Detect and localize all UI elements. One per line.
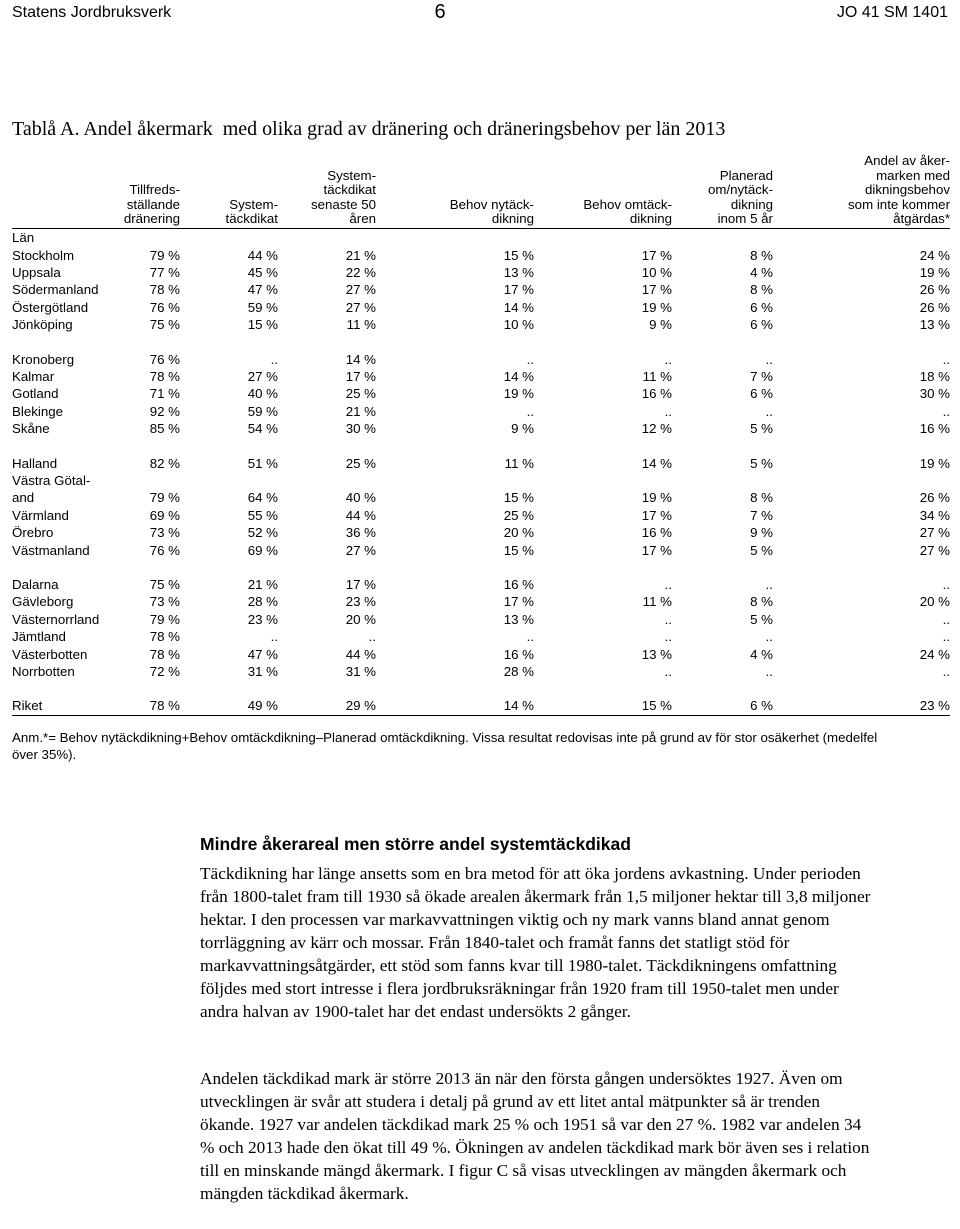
table-cell: .. [526,403,534,419]
table-cell: 28 % [503,664,534,680]
table-cell: .. [765,351,773,367]
table-row [12,611,950,628]
table-cell: 72 % [149,664,180,680]
table-cell: 27 % [345,282,376,298]
header-report-id: JO 41 SM 1401 [836,4,948,21]
table-cell: 5 % [750,542,773,558]
table-cell: .. [664,577,672,592]
spacer-cell [12,438,950,455]
table-cell: 15 % [503,490,534,506]
table-cell: 6 % [672,697,773,715]
table-note: Anm.*= Behov nytäckdikning+Behov omtäckdikning–Planerad omtäckdikning. Vissa resultat redovisas inte på grund av för stor osäkerhet (medelfel över 35%). [12,730,878,762]
body-paragraph: Andelen täckdikad mark är större 2013 än när den första gången undersöktes 1927. Även om utvecklingen är svår att studera i detalj på grund av ett litet antal mätpunkter så är trenden ökande. 1927 var andelen täckdikad mark 25 % och 1951 så var den 27 %. 1982 var andelen 34 % och 2013 hade den ökat till 49 %. Ökningen av andelen täckdikad mark bör även ses i relation till en minskande mängd åkermark. I figur C så visas utvecklingen av mängden åkermark och mängden täckdikad åkermark. [200,1069,870,1203]
table-cell: .. [270,629,278,645]
table-cell: 40 % [345,490,376,506]
table-cell: 8 % [750,247,773,263]
row-header-label: Län [12,229,35,245]
table-cell: 27 % [919,525,950,541]
group-spacer [12,438,950,455]
table-cell: 21 % [345,247,376,263]
table-cell: 27 % [247,368,278,384]
table-cell: 13 % [641,646,672,662]
column-header: Behov nytäck- dikning [376,154,534,228]
table-cell: .. [664,611,672,627]
table-cell: 19 % [641,490,672,506]
body-paragraph: Täckdikning har länge ansetts som en bra metod för att öka jordens avkastning. Under perioden från 1800-talet fram till 1930 så ökade arealen åkermark från 1,5 miljoner hektar till 3,8 miljoner hektar. I den processen var markavvattningen viktig och ny mark vanns bland annat genom torrläggning av kärr och mossar. Från 1840-talet och framåt fanns det statligt stöd för markavvattningsåtgärder, ett stöd som fanns kvar till 1980-talet. Täckdikningens omfattning följdes med stort intresse i flera jordbruksräkningar från 1920 fram till 1950-talet men under andra halvan av 1900-talet har det endast undersökts 2 gånger. [200,864,871,1021]
table-cell: 23 % [773,697,950,715]
table-cell: 47 % [247,646,278,662]
table-cell: 85 % [149,421,180,437]
table-row [12,299,950,316]
table-cell: 54 % [247,421,278,437]
table-cell: .. [765,629,773,645]
table-cell: 76 % [149,542,180,558]
column-header: Andel av åker- marken med dikningsbehov som inte kommer åtgärdas* [773,154,950,228]
table-cell: 16 % [503,577,534,592]
table-cell: 4 % [750,646,773,662]
table-row [12,420,950,437]
table-body [12,228,950,715]
county-name: Jönköping [12,317,73,333]
table-header-row [12,154,950,228]
table-cell: 8 % [750,282,773,298]
table-cell: 23 % [345,594,376,610]
table-cell: 8 % [750,490,773,506]
table-cell: 10 % [641,264,672,280]
table-cell: 44 % [345,646,376,662]
county-name: Dalarna [12,577,59,592]
table-cell: 6 % [750,299,773,315]
table-cell: 15 % [503,247,534,263]
table-row [12,385,950,402]
county-name: Skåne [12,421,50,437]
empty-cell [180,228,278,247]
spacer-cell [12,559,950,576]
table-cell: 5 % [750,455,773,471]
table-cell: .. [942,664,950,680]
table-cell: 18 % [919,368,950,384]
table-cell: .. [942,403,950,419]
table-cell: 47 % [247,282,278,298]
table-row [12,542,950,559]
group-spacer [12,334,950,351]
table-cell: 25 % [503,507,534,523]
table-row [12,507,950,524]
table-cell: .. [765,664,773,680]
table-cell: 76 % [149,351,180,367]
table-row [12,403,950,420]
table-row [12,316,950,333]
table-cell: 17 % [503,594,534,610]
table-cell: 30 % [919,386,950,402]
county-name: Riket [12,697,120,715]
table-cell: .. [664,351,672,367]
table-cell: 14 % [503,368,534,384]
table-cell: 5 % [750,421,773,437]
county-name: Örebro [12,525,54,541]
header-organization: Statens Jordbruksverk [12,4,172,21]
row-header-row [12,228,950,247]
table-cell: 15 % [247,317,278,333]
table-cell: 4 % [750,264,773,280]
county-name: Södermanland [12,282,99,298]
county-name: Jämtland [12,629,66,645]
table-cell: 44 % [247,247,278,263]
table-cell: 78 % [149,368,180,384]
table-row [12,646,950,663]
table-cell: 19 % [641,299,672,315]
county-name: Gotland [12,386,59,402]
table-cell: 24 % [919,646,950,662]
table-cell: 14 % [641,455,672,471]
table-cell: .. [942,629,950,645]
table-cell: 55 % [247,507,278,523]
table-cell: 13 % [919,317,950,333]
table-cell: 9 % [511,421,534,437]
table-cell: 25 % [345,455,376,471]
county-name: Västmanland [12,542,90,558]
table-row [12,663,950,680]
table-cell: 8 % [750,594,773,610]
table-cell: .. [942,351,950,367]
table-row [12,576,950,593]
table-cell: .. [942,577,950,592]
spacer-cell [12,680,950,697]
table-cell: 36 % [345,525,376,541]
table-cell: 9 % [750,525,773,541]
table-cell: 14 % [503,299,534,315]
table-cell: 44 % [345,507,376,523]
table-row [12,368,950,385]
table-cell: 11 % [504,455,534,471]
table-cell: 64 % [247,490,278,506]
table-cell: 31 % [345,664,376,680]
table-cell: 82 % [149,455,180,471]
total-row [12,697,950,715]
table-cell: 13 % [503,611,534,627]
table-cell: 17 % [503,282,534,298]
header-corner [12,154,120,228]
county-name: Värmland [12,507,69,523]
county-name: Kronoberg [12,351,75,367]
table-cell: 78 % [149,629,180,645]
table-cell: 59 % [247,403,278,419]
county-name: Västernorrland [12,611,100,627]
table-cell: .. [368,629,376,645]
column-header: Behov omtäck- dikning [534,154,672,228]
table-cell: 40 % [247,386,278,402]
table-cell: 29 % [278,697,376,715]
table-cell: 26 % [919,490,950,506]
group-spacer [12,680,950,697]
table-cell: 51 % [247,455,278,471]
table-cell: 79 % [149,611,180,627]
table-cell: 52 % [247,525,278,541]
table-cell: 24 % [919,247,950,263]
table-cell: 15 % [503,542,534,558]
table-cell: .. [765,403,773,419]
section-heading: Mindre åkerareal men större andel systemtäckdikad [200,834,631,854]
table-cell: 71 % [149,386,180,402]
table-cell: 10 % [503,317,534,333]
table-row [12,247,950,264]
table-cell: .. [765,577,773,592]
table-cell: .. [526,629,534,645]
table-cell: .. [270,351,278,367]
table-cell: 78 % [149,282,180,298]
county-name: Blekinge [12,403,64,419]
table-row [12,455,950,472]
table-cell: 11 % [642,594,672,610]
table-cell: 76 % [149,299,180,315]
table-title: Tablå A. Andel åkermark med olika grad av dränering och dräneringsbehov per län 2013 [12,118,726,140]
table-row [12,351,950,368]
table-cell: 20 % [503,525,534,541]
empty-cell [278,228,376,247]
county-name: Norrbotten [12,664,75,680]
empty-cell [534,228,672,247]
column-header: System- täckdikat [180,154,278,228]
table-cell: 19 % [919,264,950,280]
column-header: Planerad om/nytäck- dikning inom 5 år [672,154,773,228]
table-cell: 34 % [919,507,950,523]
table-cell: 28 % [247,594,278,610]
table-cell: 27 % [345,299,376,315]
table-row [12,628,950,645]
table-row [12,281,950,298]
table-cell: 30 % [345,421,376,437]
table-cell: 17 % [641,247,672,263]
table-cell: 16 % [641,525,672,541]
table-cell: 49 % [180,697,278,715]
county-name: Stockholm [12,247,75,263]
table-cell: 14 % [376,697,534,715]
table-cell: 25 % [345,386,376,402]
county-name: Östergötland [12,299,89,315]
county-name: Halland [12,455,58,471]
table-cell: 45 % [247,264,278,280]
table-cell: 11 % [346,317,376,333]
table-cell: 16 % [641,386,672,402]
table-cell: 19 % [503,386,534,402]
table-cell: 78 % [149,646,180,662]
table-cell: 78 % [120,697,180,715]
table-row [12,524,950,541]
table-cell: 75 % [149,317,180,333]
table-cell: 19 % [919,455,950,471]
table-cell: 13 % [503,264,534,280]
table-row [12,472,950,507]
table-cell: 27 % [345,542,376,558]
county-name: Uppsala [12,264,61,280]
table-cell: .. [526,351,534,367]
empty-cell [120,228,180,247]
table-cell: 9 % [649,317,672,333]
spacer-cell [12,334,950,351]
table-cell: 17 % [641,542,672,558]
table-cell: 23 % [247,611,278,627]
table-cell: 75 % [149,577,180,592]
table-cell: 17 % [345,577,376,592]
table-cell: 21 % [247,577,278,592]
table-cell: 6 % [750,386,773,402]
table-cell: 26 % [919,282,950,298]
drainage-table [12,154,950,716]
county-name: Gävleborg [12,594,74,610]
table-cell: 16 % [919,421,950,437]
table-row [12,593,950,610]
table-cell: 6 % [750,317,773,333]
table-cell: 11 % [642,368,672,384]
table-cell: .. [942,611,950,627]
table-cell: .. [664,664,672,680]
table-cell: 77 % [149,264,180,280]
table-cell: 15 % [534,697,672,715]
county-name: Västerbotten [12,646,88,662]
table-cell: .. [664,403,672,419]
table-cell: 14 % [345,351,376,367]
table-cell: 31 % [247,664,278,680]
table-cell: 21 % [345,403,376,419]
table-cell: 22 % [345,264,376,280]
table-cell: 7 % [750,368,773,384]
table-cell: 16 % [503,646,534,662]
table-cell: 59 % [247,299,278,315]
table-cell: 17 % [641,282,672,298]
table-cell: 27 % [919,542,950,558]
table-cell: 20 % [919,594,950,610]
empty-cell [672,228,773,247]
table-cell: 26 % [919,299,950,315]
table-cell: 92 % [149,403,180,419]
table-cell: 5 % [750,611,773,627]
table-cell: 17 % [641,507,672,523]
table-cell: 17 % [345,368,376,384]
table-cell: 7 % [750,507,773,523]
table-row [12,264,950,281]
table-cell: 73 % [149,594,180,610]
page-number: 6 [434,1,446,23]
county-name: Västra Götal- and [12,472,91,506]
empty-cell [376,228,534,247]
column-header: Tillfreds- ställande dränering [120,154,180,228]
group-spacer [12,559,950,576]
county-name: Kalmar [12,368,55,384]
table-cell: 73 % [149,525,180,541]
table-cell: 20 % [345,611,376,627]
table-cell: 12 % [641,421,672,437]
table-cell: 69 % [149,507,180,523]
table-cell: 79 % [149,247,180,263]
table-cell: 79 % [149,490,180,506]
column-header: System- täckdikat senaste 50 åren [278,154,376,228]
empty-cell [773,228,950,247]
table-cell: 69 % [247,542,278,558]
table-cell: .. [664,629,672,645]
